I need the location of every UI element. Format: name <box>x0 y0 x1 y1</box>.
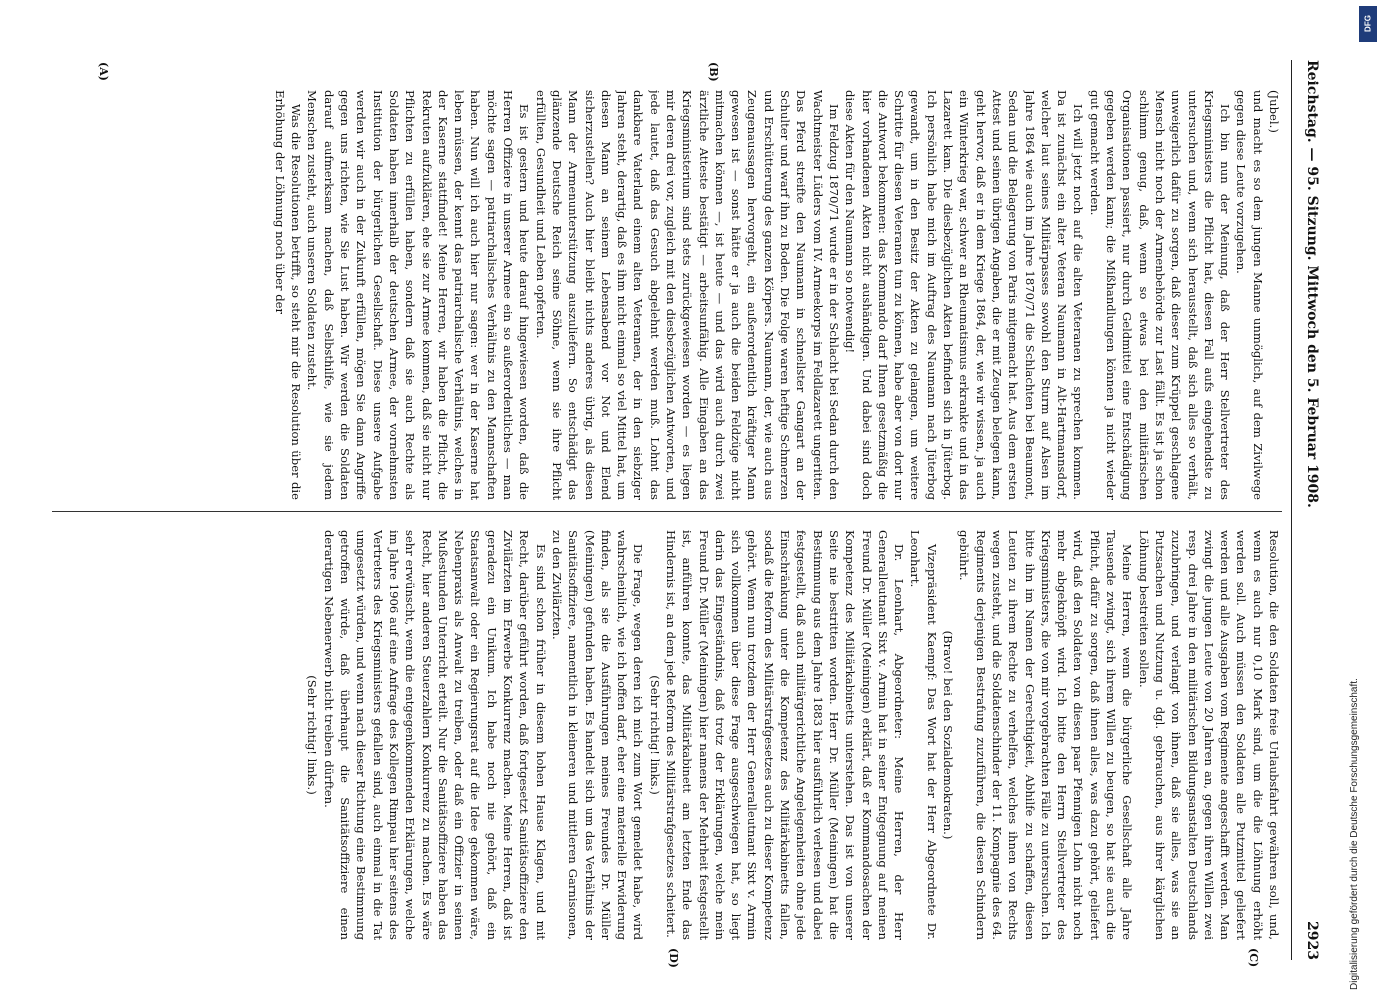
speaker-paragraph: Vizepräsident Kaempf: Das Wort hat der Herr Abgeordnete Dr. Leonhart. <box>908 530 939 940</box>
page-number: 2923 <box>1304 921 1320 960</box>
paragraph: und macht es so dem jungen Manne unmöglich, auf dem Zivilwege gegen diese Leute vorzugehen. <box>1234 90 1265 500</box>
paragraph: Resolution, die den Soldaten freie Urlaubsfahrt gewähren soll, und, wenn es auch nur 0,10 Mark sind, um die die Löhnung erhöht werden soll. Auch müssen den Soldaten alle Putzmittel geliefert werden und alle Ausgaben vom Regimente angeschafft werden. Man zwingt die jungen Leute von 20 Jahren an, gegen ihren Willen zwei resp. drei Jahre in den militärischen Bildungsanstalten Deutschlands zuzubringen, und verlangt von ihnen, daß sie alles, was sie an Putzsachen und Nutzung u. dgl. gebrauchen, aus ihrer kärglichen Löhnung bestreiten sollen. <box>1136 530 1281 940</box>
paragraph: Es ist gestern und heute darauf hingewiesen worden, daß die Herren Offiziere in unserer Armee ein so außerordentliches — man möchte sagen — patriarchalisches Verhältnis zu den Mannschaften haben. Nun will ich auch hier nur sagen: wer in der Kaserne hat leben müssen, der kennt das patriarchalische Verhältnis, welches in der Kaserne stattfindet! Meine Herren, wir haben die Pflicht, die Rekruten aufzuklären, ehe sie zur Armee kommen, daß sie nicht nur Pflichten zu erfüllen haben, sondern daß sie auch Rechte als Soldaten haben innerhalb der deutschen Armee, der vornehmsten Institution der bürgerlichen Gesellschaft. Diese unsere Aufgabe werden wir auch in der Zukunft erfüllen, mögen Sie dann Angriffe gegen uns richten, wie Sie Lust haben. Wir werden die Soldaten darauf aufmerksam machen, daß Selbsthilfe, wie sie jedem Menschen zusteht, auch unseren Soldaten zusteht. <box>305 90 532 500</box>
running-title: Reichstag. — 95. Sitzung. Mittwoch den 5. Februar 1908. <box>1304 60 1320 508</box>
funding-note: Digitalisierung gefördert durch die Deutsche Forschungsgemeinschaft. <box>1349 678 1360 990</box>
paragraph: Ich will jetzt noch auf die alten Veteranen zu sprechen kommen. Da ist zunächst ein alter Veteran Naumann in Alt-Hartmannsdorf, welcher laut seines Militärpasses sowohl den Sturm auf Alsen im Jahre 1864 wie auch im Jahre 1870/71 die Schlachten bei Beaumont, Sedan und die Belagerung von Paris mitgemacht hat. Aus dem ersten Attest und seinen übrigen Angaben, die er mit Zeugen belegen kann, geht hervor, daß er in dem Kriege 1864, der, wie wir wissen, ja auch ein Winterkrieg war, schwer an Rheumatismus erkrankte und in das Lazarett kam. Die diesbezüglichen Akten befinden sich in Jüterbog. Ich persönlich habe mich im Auftrag des Naumann nach Jüterbog gewandt, um in den Besitz der Akten zu gelangen, um weitere Schritte für diesen Veteranen tun zu können, habe aber von dort nur die Antwort bekommen: das Kommando darf Ihnen gesetzmäßig die hier vorhandenen Akten nicht aushändigen. Und dabei sind doch diese Akten für den Naumann so notwendig! <box>843 90 1086 500</box>
paragraph: Es sind schon früher in diesem hohen Hause Klagen, und mit Recht, darüber geführt worden, daß fortgesetzt Sanitätsoffiziere den Zivilärzten im Erwerbe Konkurrenz machen. Meine Herren, daß ist geradezu ein Unikum. Ich habe noch nie gehört, daß ein Staatsanwalt oder ein Regierungsrat auf die Idee gekommen wäre, Nebenpraxis als Anwalt zu treiben, oder daß ein Offizier in seinen Mußestunden Unterricht erteilt. Nur die Sanitätsoffiziere haben das Recht, hier anderen Steuerzahlern Konkurrenz zu machen. Es wäre sehr erwünscht, wenn die entgegenkommenden Erklärungen, welche im Jahre 1906 auf eine Anfrage des Kollegen Rimpau hier seitens des Vertreters des Kriegsministers gefallen sind, auch einmal in die Tat umgesetzt würden, und wenn nach dieser Richtung eine Bestimmung getroffen würde, daß überhaupt die Sanitätsoffiziere einen derartigen Nebenerwerb nicht treiben dürften. <box>321 530 548 940</box>
page-header <box>1291 60 1328 960</box>
paragraph: Die Frage, wegen deren ich mich zum Wort gemeldet habe, wird wahrscheinlich, wie ich hoffen darf, eher eine materielle Erwiderung finden, als sie die Ausführungen meines Freundes Dr. Müller (Meiningen) gefunden haben. Es handelt sich um das Verhältnis der Sanitätsoffiziere, namentlich in kleineren und mittleren Garnisonen, zu den Zivilärzten. <box>549 530 646 940</box>
column-left <box>52 90 1282 500</box>
dfg-logo-icon <box>1359 6 1377 42</box>
paragraph: Im Feldzug 1870/71 wurde er in der Schlacht bei Sedan durch den Wachtmeister Lüders vom IV. Armeekorps im Feldlazarett ungeritten. Das Pferd streifte den Naumann in schnellster Gangart an der Schulter und warf ihn zu Boden. Die Folge waren heftige Schmerzen und Erschütterung des ganzen Körpers. Naumann, der, wie auch aus Zeugenaussagen hervorgeht, ein außerordentlich kräftiger Mann gewesen ist — sonst hätte er ja auch die beiden Feldzüge nicht mitmachen können —, ist heute — und das wird auch durch zwei ärztliche Atteste bestätigt — arbeitsunfähig. Alle Eingaben an das Kriegsministerium sind stets zurückgewiesen worden — es liegen mir deren drei vor, zugleich mit den diesbezüglichen Antworten, und jede lautet, daß das Gesuch abgelehnt werden muß. Lohnt das dankbare Vaterland einem alten Veteranen, der in den siebziger Jahren steht, derartig, daß es ihm nicht einmal so viel Mittel hat, um diesen Mann an seinem Lebensabend vor Not und Elend sicherzustellen? Auch hier bleibt nichts anderes übrig, als diesen Mann der Armenunterstützung auszuliefern. So entschädigt das glänzende Deutsche Reich seine Söhne, wenn sie ihre Pflicht erfüllten, Gesundheit und Leben opferten. <box>533 90 841 500</box>
interjection: (Sehr richtig! links.) <box>305 675 320 795</box>
paragraph: Meine Herren, wenn die bürgerliche Gesellschaft alle Jahre Tausende zwingt, sich ihrem Willen zu beugen, so hat sie auch die Pflicht, dafür zu sorgen, daß ihnen alles, was dazu gehört, geliefert wird, daß den Soldaten von diesen paar Pfennigen Lohn nicht noch mehr abgeknöpft wird. Ich bitte den Herrn Stellvertreter des Kriegsministers, die von mir vorgebrachten Fälle zu untersuchen. Ich bitte ihn im Namen der Gerechtigkeit, Abhilfe zu schaffen, diesen Leuten zu ihrem Rechte zu verhelfen, welches ihnen von Rechts wegen zusteht, und die Soldatenschinder der 11. Kompagnie des 64. Regiments derjenigen Bestrafung zuzuführen, die diesen Schindern gebührt. <box>957 530 1135 940</box>
interjection: (Sehr richtig! links.) <box>647 675 662 795</box>
paragraph: Ich bin nun der Meinung, daß der Herr Stellvertreter des Kriegsministers die Pflicht hat, diesen Fall aufs eingehendste zu untersuchen und, wenn sich herausstellt, daß sich alles so verhält, unweigerlich dafür zu sorgen, daß dieser zum Krüppel geschlagene Mensch nicht noch der Armenbehörde zur Last fällt. Es ist ja schon schlimm genug, daß, wenn so etwas bei den militärischen Organisationen passiert, nur durch Geldmittel eine Entschädigung gegeben werden kann; die Mißhandlungen können ja nicht wieder gut gemacht werden. <box>1087 90 1233 500</box>
margin-marker-b: (B) <box>707 62 720 82</box>
margin-marker-c: (C) <box>1247 948 1260 968</box>
paragraph: (Jubel.) <box>1267 90 1281 133</box>
interjection: (Bravo! bei den Sozialdemokraten.) <box>941 630 956 840</box>
digitization-sidebar <box>1343 0 1383 1000</box>
logo-text: DFG <box>1363 15 1373 32</box>
column-right <box>52 530 1282 940</box>
paragraph: Was die Resolutionen betrifft, so steht mir die Resolution über die Erhöhung der Löhnung noch über der <box>272 90 304 500</box>
margin-marker-a: (A) <box>97 62 110 81</box>
speaker-paragraph: Dr. Leonhart, Abgeordneter: Meine Herren, der Herr Generalleutnant Sixt v. Armin hat in seiner Entgegnung auf meinen Freund Dr. Müller (Meiningen) erklärt, daß er Kommandosachen der Kompetenz des Militärkabinetts unterstehen. Das ist von unserer Seite nie bestritten worden. Herr Dr. Müller (Meiningen) hat die Bestimmung aus dem Jahre 1883 hier ausführlich verlesen und dabei festgestellt, daß auch militärgerichtliche Angelegenheiten ohne jede Einschränkung unter die Kompetenz des Militärkabinetts fallen, sodaß die Reform des Militärstrafgesetzes auch zu dieser Kompetenz gehört. Wenn nun trotzdem der Herr Generalleutnant Sixt v. Armin sich vollkommen über diese Frage ausgeschwiegen hat, so liegt darin das Eingeständnis, daß trotz der Erklärungen, welche mein Freund Dr. Müller (Meiningen) hier namens der Mehrheit festgestellt ist, anführen konnte, das Militärkabinett am letzten Ende das Hindernis ist, an dem jede Reform des Militärstrafgesetzes scheitert. <box>664 530 907 940</box>
column-divider <box>52 511 1282 512</box>
margin-marker-d: (D) <box>667 948 680 968</box>
